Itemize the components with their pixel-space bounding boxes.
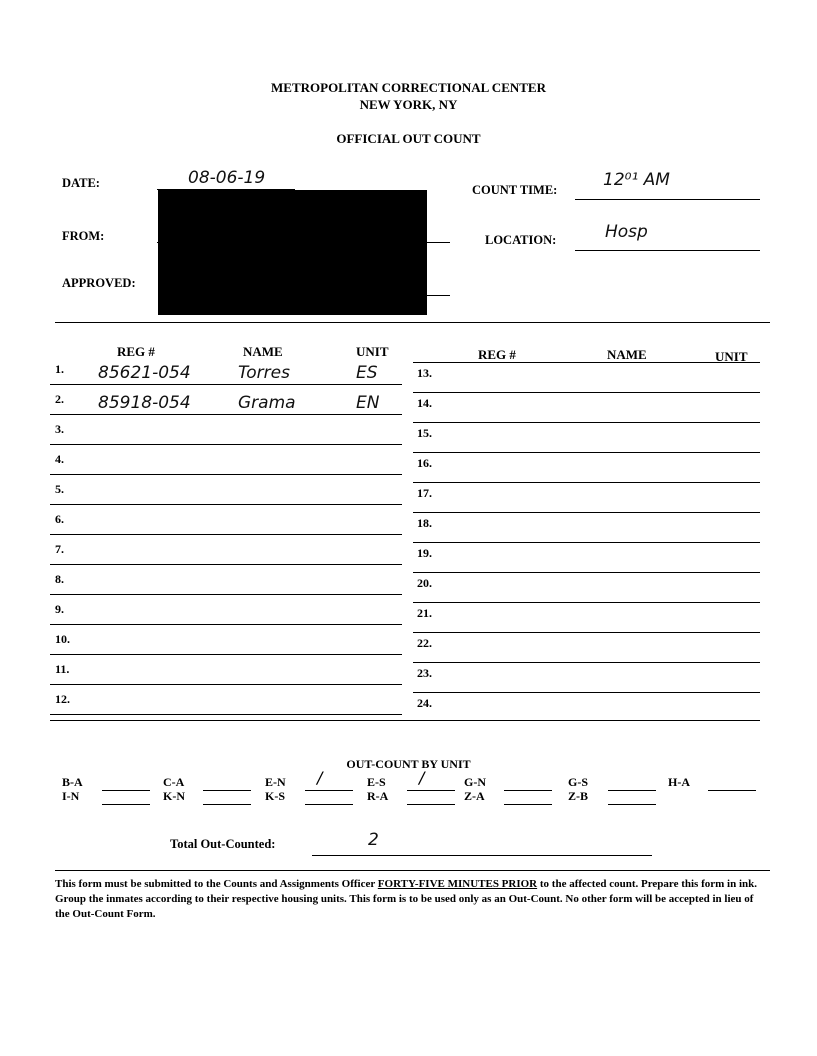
row-number-right: 14. bbox=[417, 396, 432, 410]
row-line-left bbox=[50, 534, 402, 535]
location-label: LOCATION: bbox=[485, 233, 557, 247]
from-label: FROM: bbox=[62, 229, 105, 243]
unit-value[interactable]: / bbox=[419, 768, 425, 787]
table-bottom-line bbox=[50, 720, 760, 721]
row-number-right: 13. bbox=[417, 366, 432, 380]
row-line-right bbox=[413, 572, 760, 573]
location-value[interactable]: Hosp bbox=[605, 222, 648, 242]
unit-label: G-N bbox=[464, 775, 486, 789]
name-header-right: NAME bbox=[607, 347, 647, 362]
unit-label: K-N bbox=[163, 789, 185, 803]
row-number-right: 23. bbox=[417, 666, 432, 680]
row-number-left: 7. bbox=[55, 542, 64, 556]
row-number-right: 18. bbox=[417, 516, 432, 530]
count-time-line bbox=[575, 199, 760, 200]
total-line bbox=[312, 855, 652, 856]
row-line-left bbox=[50, 564, 402, 565]
row-number-left: 8. bbox=[55, 572, 64, 586]
footer-emphasis: FORTY-FIVE MINUTES PRIOR bbox=[377, 878, 538, 890]
row-line-right bbox=[413, 662, 760, 663]
row-reg-cell[interactable]: 85621-054 bbox=[98, 363, 191, 383]
unit-label: G-S bbox=[568, 775, 589, 789]
date-label: DATE: bbox=[62, 176, 100, 190]
row-number-left: 11. bbox=[55, 662, 70, 676]
row-line-right bbox=[413, 632, 760, 633]
row-reg-cell[interactable]: 85918-054 bbox=[98, 393, 191, 413]
row-number-right: 24. bbox=[417, 696, 432, 710]
row-number-right: 17. bbox=[417, 486, 432, 500]
unit-header-left: UNIT bbox=[356, 344, 389, 359]
row-line-left bbox=[50, 594, 402, 595]
unit-line bbox=[305, 804, 353, 805]
unit-label: H-A bbox=[668, 775, 690, 789]
facility-location: NEW YORK, NY bbox=[359, 97, 458, 112]
row-number-right: 21. bbox=[417, 606, 432, 620]
reg-header-left: REG # bbox=[117, 344, 155, 359]
row-line-right bbox=[413, 482, 760, 483]
unit-value[interactable]: / bbox=[317, 768, 323, 787]
row-number-right: 16. bbox=[417, 456, 432, 470]
unit-line bbox=[102, 790, 150, 791]
unit-label: E-S bbox=[367, 775, 386, 789]
unit-line bbox=[708, 790, 756, 791]
row-number-left: 3. bbox=[55, 422, 64, 436]
row-number-left: 12. bbox=[55, 692, 70, 706]
row-unit-cell[interactable]: EN bbox=[356, 393, 380, 413]
unit-label: C-A bbox=[163, 775, 185, 789]
unit-label: Z-B bbox=[568, 789, 589, 803]
row-number-right: 22. bbox=[417, 636, 432, 650]
row-number-right: 19. bbox=[417, 546, 432, 560]
unit-line bbox=[102, 804, 150, 805]
footer-text-1: This form must be submitted to the Counts and Assignments Officer bbox=[55, 878, 378, 890]
row-line-left bbox=[50, 474, 402, 475]
unit-header-right: UNIT bbox=[715, 349, 748, 364]
unit-label: K-S bbox=[265, 789, 286, 803]
footer-text-2: to the affected count. Prepare this form in ink. Group the inmates according to their respective housing units. This form is to be used only as an Out-Count. No other form will be accepted in lieu of the Out-Count Form. bbox=[55, 878, 758, 920]
row-number-right: 20. bbox=[417, 576, 432, 590]
row-name-cell[interactable]: Grama bbox=[238, 393, 296, 413]
unit-line bbox=[504, 790, 552, 791]
row-line-right bbox=[413, 452, 760, 453]
location-line bbox=[575, 250, 760, 251]
footer-separator bbox=[55, 870, 770, 871]
name-header-left: NAME bbox=[243, 344, 283, 359]
row-line-left bbox=[50, 504, 402, 505]
unit-line bbox=[504, 804, 552, 805]
row-number-left: 4. bbox=[55, 452, 64, 466]
unit-line bbox=[203, 804, 251, 805]
out-count-title: OUT-COUNT BY UNIT bbox=[346, 757, 471, 771]
row-number-left: 9. bbox=[55, 602, 64, 616]
unit-line bbox=[608, 804, 656, 805]
row-line-right bbox=[413, 542, 760, 543]
date-value[interactable]: 08-06-19 bbox=[188, 168, 266, 188]
row-line-right bbox=[413, 692, 760, 693]
row-line-right bbox=[413, 422, 760, 423]
row-line-left bbox=[50, 384, 402, 385]
reg-header-right: REG # bbox=[478, 347, 516, 362]
row-line-left bbox=[50, 654, 402, 655]
unit-label: B-A bbox=[62, 775, 83, 789]
total-label: Total Out-Counted: bbox=[170, 837, 276, 851]
unit-line bbox=[407, 804, 455, 805]
row-number-left: 6. bbox=[55, 512, 64, 526]
row-number-right: 15. bbox=[417, 426, 432, 440]
row-number-left: 2. bbox=[55, 392, 64, 406]
row-line-right bbox=[413, 362, 760, 363]
row-line-right bbox=[413, 602, 760, 603]
count-time-value[interactable]: 12⁰¹ AM bbox=[603, 170, 670, 190]
footer-instructions bbox=[55, 877, 770, 922]
form-title: OFFICIAL OUT COUNT bbox=[336, 131, 481, 146]
approved-label: APPROVED: bbox=[62, 276, 136, 290]
unit-line bbox=[305, 790, 353, 791]
row-line-left bbox=[50, 714, 402, 715]
row-line-left bbox=[50, 624, 402, 625]
row-number-left: 10. bbox=[55, 632, 70, 646]
redaction-block bbox=[158, 190, 427, 315]
row-name-cell[interactable]: Torres bbox=[238, 363, 290, 383]
unit-label: E-N bbox=[265, 775, 286, 789]
top-separator bbox=[55, 322, 770, 323]
row-line-right bbox=[413, 512, 760, 513]
unit-line bbox=[407, 790, 455, 791]
facility-title: METROPOLITAN CORRECTIONAL CENTER bbox=[271, 80, 546, 95]
row-line-left bbox=[50, 444, 402, 445]
unit-line bbox=[203, 790, 251, 791]
unit-line bbox=[608, 790, 656, 791]
unit-label: I-N bbox=[62, 789, 80, 803]
unit-label: Z-A bbox=[464, 789, 485, 803]
row-line-left bbox=[50, 414, 402, 415]
row-line-right bbox=[413, 392, 760, 393]
count-time-label: COUNT TIME: bbox=[472, 183, 558, 197]
unit-label: R-A bbox=[367, 789, 389, 803]
row-number-left: 1. bbox=[55, 362, 64, 376]
row-unit-cell[interactable]: ES bbox=[356, 363, 378, 383]
row-line-left bbox=[50, 684, 402, 685]
total-value[interactable]: 2 bbox=[368, 830, 379, 850]
row-number-left: 5. bbox=[55, 482, 64, 496]
